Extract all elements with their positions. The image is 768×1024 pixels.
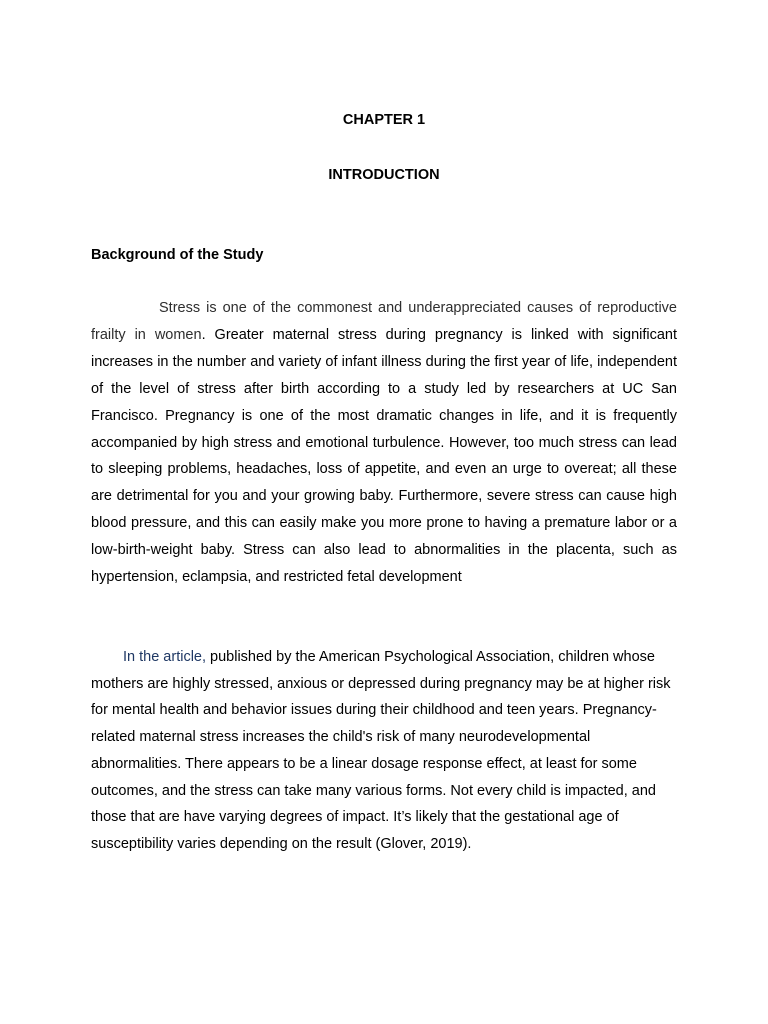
paragraph-body-text-2: published by the American Psychological Association, children whose mothers are highly stressed, anxious or depressed during pregnancy may be at higher risk for mental health and behavior issues during their childhood and teen years. Pregnancy-related maternal stress increases the child's risk of many neurodevelopmental abnormalities. There appears to be a linear dosage response effect, at least for some outcomes, and the stress can take many various forms. Not every child is impacted, and those that are have varying degrees of impact. It’s likely that the gestational age of susceptibility varies depending on the result (Glover, 2019). [91,649,671,852]
paragraph-lead-text: Stress is one of the commonest and underappreciated causes of reproductive frailty in women [91,300,677,343]
article-reference-text: In the article, [123,649,207,665]
chapter-label: CHAPTER 1 [342,112,426,128]
paragraph-article [91,644,677,858]
section-heading: Background of the Study [91,247,264,263]
paragraph-background [91,295,677,591]
paragraph-body-text: . Greater maternal stress during pregnancy is linked with significant increases in the number and variety of infant illness during the first year of life, independent of the level of stress after birth according to a study led by researchers at UC San Francisco. Pregnancy is one of the most dramatic changes in life, and it is frequently accompanied by high stress and emotional turbulence. However, too much stress can lead to sleeping problems, headaches, loss of appetite, and even an urge to overeat; all these are detrimental for you and your growing baby. Furthermore, severe stress can cause high blood pressure, and this can easily make you more prone to having a premature labor or a low-birth-weight baby. Stress can also lead to abnormalities in the placenta, such as hypertension, eclampsia, and restricted fetal development [91,326,678,586]
chapter-title: INTRODUCTION [328,167,440,183]
